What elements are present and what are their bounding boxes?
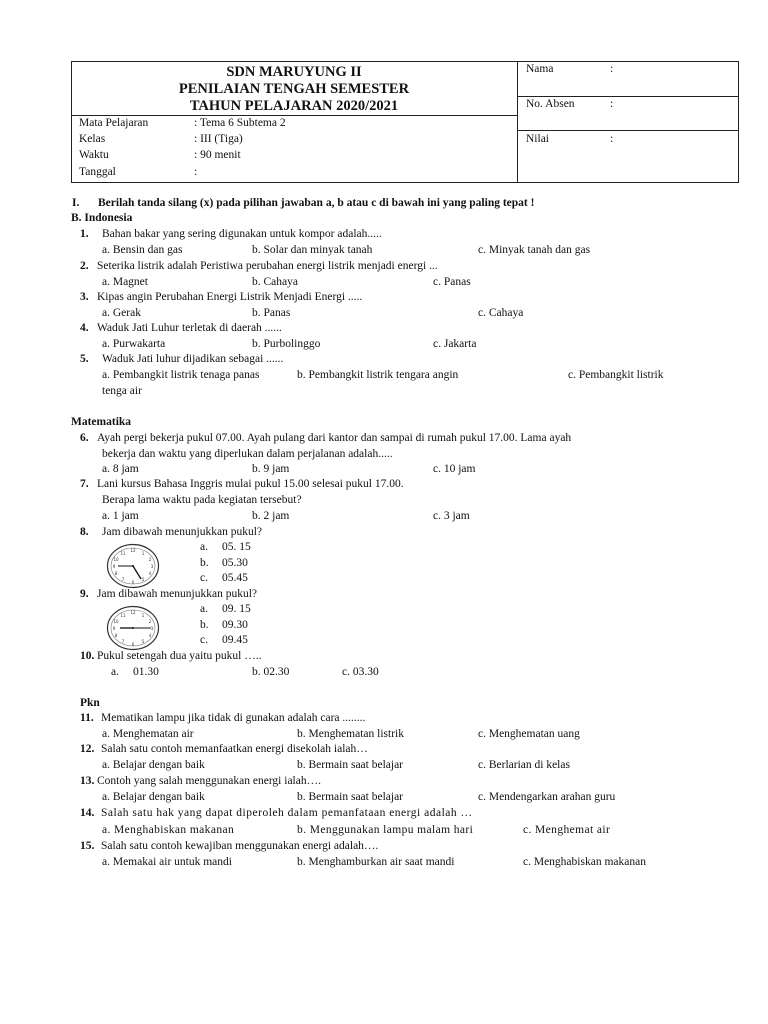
svg-text:9: 9 xyxy=(112,564,116,569)
svg-text:2: 2 xyxy=(148,557,152,562)
question-number: 4. xyxy=(80,322,89,334)
option-a-letter[interactable]: a. xyxy=(200,603,208,615)
question-number: 12. xyxy=(80,743,95,755)
field-colon: : xyxy=(610,63,614,75)
question-number: 1. xyxy=(80,228,89,240)
question-number: 6. xyxy=(80,432,89,444)
option-a[interactable]: a. Magnet xyxy=(102,276,148,288)
section-indonesia: B. Indonesia xyxy=(71,212,133,224)
option-c[interactable]: c. Jakarta xyxy=(433,338,477,350)
option-c-letter[interactable]: c. xyxy=(200,572,208,584)
question-number: 2. xyxy=(80,260,89,272)
question-number: 8. xyxy=(80,526,89,538)
field-label: Nama xyxy=(526,63,554,75)
svg-text:4: 4 xyxy=(148,633,152,638)
option-c-value[interactable]: 05.45 xyxy=(222,572,248,584)
option-b[interactable]: b. Menghamburkan air saat mandi xyxy=(297,856,455,868)
option-c-letter[interactable]: c. xyxy=(200,634,208,646)
question-number: 5. xyxy=(80,353,89,365)
question-number: 14. xyxy=(80,807,95,819)
question-text: Kipas angin Perubahan Energi Listrik Menjadi Energi ..... xyxy=(97,291,363,303)
option-a[interactable]: a. Purwakarta xyxy=(102,338,166,350)
option-b[interactable]: b. Panas xyxy=(252,307,291,319)
option-a[interactable]: a. Menghabiskan makanan xyxy=(102,824,235,836)
svg-text:4: 4 xyxy=(148,571,152,576)
option-b[interactable]: b. 02.30 xyxy=(252,666,290,678)
option-c[interactable]: c. Pembangkit listrik xyxy=(568,369,664,381)
option-a[interactable]: a. 8 jam xyxy=(102,463,139,475)
info-label: Mata Pelajaran xyxy=(79,117,149,129)
section-matematika: Matematika xyxy=(71,416,132,428)
option-a[interactable]: a. 1 jam xyxy=(102,510,139,522)
option-a[interactable]: a. Gerak xyxy=(102,307,141,319)
svg-text:8: 8 xyxy=(114,571,118,576)
question-text-continued: Berapa lama waktu pada kegiatan tersebut? xyxy=(102,494,302,506)
option-a-letter[interactable]: a. xyxy=(200,541,208,553)
svg-text:6: 6 xyxy=(131,642,135,647)
option-c[interactable]: c. Minyak tanah dan gas xyxy=(478,244,591,256)
svg-text:1: 1 xyxy=(141,613,145,618)
question-number: 15. xyxy=(80,840,95,852)
option-c[interactable]: c. Menghabiskan makanan xyxy=(523,856,646,868)
svg-text:2: 2 xyxy=(148,619,152,624)
option-b[interactable]: b. Cahaya xyxy=(252,276,298,288)
svg-text:9: 9 xyxy=(112,626,116,631)
option-a[interactable]: a. Bensin dan gas xyxy=(102,244,183,256)
question-text: Pukul setengah dua yaitu pukul ….. xyxy=(97,650,262,662)
question-number: 9. xyxy=(80,588,89,600)
option-b[interactable]: b. Bermain saat belajar xyxy=(297,791,404,803)
info-value: : xyxy=(194,166,198,178)
svg-text:3: 3 xyxy=(150,626,154,631)
svg-text:12: 12 xyxy=(130,548,136,553)
clock-icon xyxy=(106,605,160,651)
option-a-value[interactable]: 01.30 xyxy=(133,666,159,678)
info-label: Kelas xyxy=(79,133,106,145)
question-number: 10. xyxy=(80,650,95,662)
option-b[interactable]: b. Purbolinggo xyxy=(252,338,321,350)
option-c-continued: tenga air xyxy=(102,385,142,397)
svg-text:10: 10 xyxy=(113,557,119,562)
svg-text:7: 7 xyxy=(121,639,125,644)
question-number: 7. xyxy=(80,478,89,490)
option-a[interactable]: a. Belajar dengan baik xyxy=(102,759,205,771)
info-label: Waktu xyxy=(79,149,109,161)
option-c[interactable]: c. 10 jam xyxy=(433,463,476,475)
instruction-text: Berilah tanda silang (x) pada pilihan jawaban a, b atau c di bawah ini yang paling tepat ! xyxy=(98,197,535,209)
option-a-value[interactable]: 05. 15 xyxy=(222,541,251,553)
svg-text:8: 8 xyxy=(114,633,118,638)
option-b[interactable]: b. Solar dan minyak tanah xyxy=(252,244,373,256)
question-text: Waduk Jati luhur dijadikan sebagai ...... xyxy=(102,353,284,365)
svg-text:5: 5 xyxy=(141,639,145,644)
academic-year: TAHUN PELAJARAN 2020/2021 xyxy=(189,98,399,114)
svg-text:1: 1 xyxy=(141,551,145,556)
svg-text:11: 11 xyxy=(120,551,126,556)
question-text: Seterika listrik adalah Peristiwa perubahan energi listrik menjadi energi ... xyxy=(97,260,438,272)
field-label: Nilai xyxy=(526,133,549,145)
option-c[interactable]: c. Mendengarkan arahan guru xyxy=(478,791,616,803)
svg-text:12: 12 xyxy=(130,610,136,615)
option-b[interactable]: b. 2 jam xyxy=(252,510,290,522)
section-pkn: Pkn xyxy=(80,697,100,709)
question-text: Contoh yang salah menggunakan energi ialah…. xyxy=(97,775,321,787)
option-b[interactable]: b. Menghematan listrik xyxy=(297,728,404,740)
option-a[interactable]: a. Pembangkit listrik tenaga panas xyxy=(102,369,260,381)
option-b[interactable]: b. Bermain saat belajar xyxy=(297,759,404,771)
info-value: : 90 menit xyxy=(194,149,241,161)
option-a[interactable]: a. Belajar dengan baik xyxy=(102,791,205,803)
question-text: Jam dibawah menunjukkan pukul? xyxy=(102,526,263,538)
svg-text:10: 10 xyxy=(113,619,119,624)
info-label: Tanggal xyxy=(79,166,116,178)
exam-title: PENILAIAN TENGAH SEMESTER xyxy=(178,81,410,97)
question-text: Ayah pergi bekerja pukul 07.00. Ayah pulang dari kantor dan sampai di rumah pukul 17.00. Lama ayah xyxy=(97,432,572,444)
option-a-value[interactable]: 09. 15 xyxy=(222,603,251,615)
option-b-letter[interactable]: b. xyxy=(200,619,209,631)
question-number: 11. xyxy=(80,712,94,724)
option-c-value[interactable]: 09.45 xyxy=(222,634,248,646)
question-number: 13. xyxy=(80,775,95,787)
svg-text:6: 6 xyxy=(131,580,135,585)
option-b[interactable]: b. 9 jam xyxy=(252,463,290,475)
school-name: SDN MARUYUNG II xyxy=(226,64,362,80)
option-c[interactable]: c. Panas xyxy=(433,276,471,288)
option-c[interactable]: c. Menghemat air xyxy=(523,824,611,836)
question-text: Jam dibawah menunjukkan pukul? xyxy=(97,588,258,600)
option-b-letter[interactable]: b. xyxy=(200,557,209,569)
option-c[interactable]: c. 3 jam xyxy=(433,510,470,522)
question-text-continued: bekerja dan waktu yang diperlukan dalam perjalanan adalah..... xyxy=(102,448,393,460)
question-text: Waduk Jati Luhur terletak di daerah ...... xyxy=(97,322,282,334)
question-text: Mematikan lampu jika tidak di gunakan adalah cara ........ xyxy=(101,712,366,724)
question-text: Bahan bakar yang sering digunakan untuk kompor adalah..... xyxy=(102,228,382,240)
question-text: Salah satu contoh memanfaatkan energi disekolah ialah… xyxy=(101,743,368,755)
question-number: 3. xyxy=(80,291,89,303)
option-b-value[interactable]: 09.30 xyxy=(222,619,248,631)
info-value: : III (Tiga) xyxy=(194,133,243,145)
question-text: Salah satu hak yang dapat diperoleh dalam pemanfataan energi adalah … xyxy=(101,807,473,819)
svg-text:11: 11 xyxy=(120,613,126,618)
option-c[interactable]: c. 03.30 xyxy=(342,666,379,678)
svg-text:3: 3 xyxy=(150,564,154,569)
field-colon: : xyxy=(610,98,614,110)
info-value: : Tema 6 Subtema 2 xyxy=(194,117,286,129)
option-b[interactable]: b. Menggunakan lampu malam hari xyxy=(297,824,474,836)
option-c[interactable]: c. Berlarian di kelas xyxy=(478,759,570,771)
field-label: No. Absen xyxy=(526,98,575,110)
option-a-letter[interactable]: a. xyxy=(111,666,119,678)
svg-text:5: 5 xyxy=(141,577,145,582)
option-b[interactable]: b. Pembangkit listrik tengara angin xyxy=(297,369,459,381)
option-c[interactable]: c. Menghematan uang xyxy=(478,728,580,740)
field-colon: : xyxy=(610,133,614,145)
option-a[interactable]: a. Menghematan air xyxy=(102,728,194,740)
question-text: Lani kursus Bahasa Inggris mulai pukul 15.00 selesai pukul 17.00. xyxy=(97,478,404,490)
question-text: Salah satu contoh kewajiban menggunakan energi adalah…. xyxy=(101,840,379,852)
option-a[interactable]: a. Memakai air untuk mandi xyxy=(102,856,232,868)
instruction-number: I. xyxy=(72,197,80,209)
option-b-value[interactable]: 05.30 xyxy=(222,557,248,569)
svg-text:7: 7 xyxy=(121,577,125,582)
option-c[interactable]: c. Cahaya xyxy=(478,307,524,319)
clock-icon xyxy=(106,543,160,589)
